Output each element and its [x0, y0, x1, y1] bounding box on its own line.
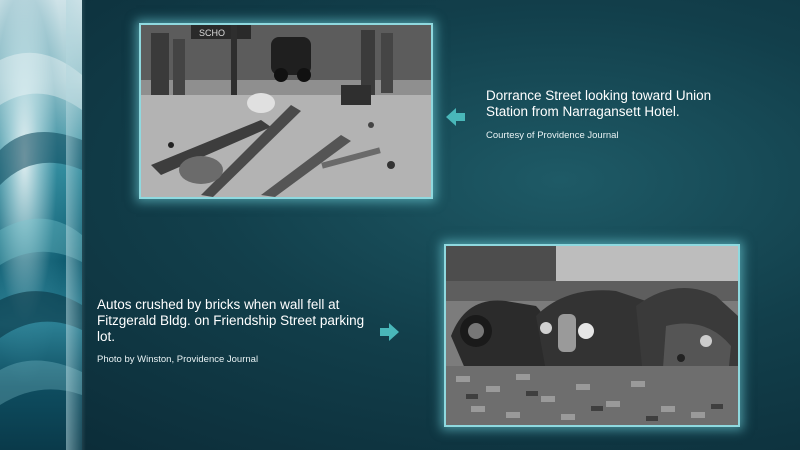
photo-dorrance-street: [139, 23, 433, 199]
photo2-caption: Autos crushed by bricks when wall fell at Fitzgerald Bldg. on Friendship Street parking lot.: [97, 297, 365, 344]
photo-crushed-autos: [444, 244, 740, 427]
arrow-right-stem: [380, 328, 389, 336]
wave-edge-glow: [66, 0, 86, 450]
photo2-credit: Photo by Winston, Providence Journal: [97, 354, 259, 365]
arrow-left-stem: [456, 113, 465, 121]
arrow-left-icon: [446, 108, 456, 126]
photo1-sign-text: SCHO: [199, 28, 226, 38]
arrow-right-icon: [389, 323, 399, 341]
photo1-credit: Courtesy of Providence Journal: [486, 130, 619, 141]
photo1-caption: Dorrance Street looking toward Union Station from Narragansett Hotel.: [486, 88, 712, 119]
